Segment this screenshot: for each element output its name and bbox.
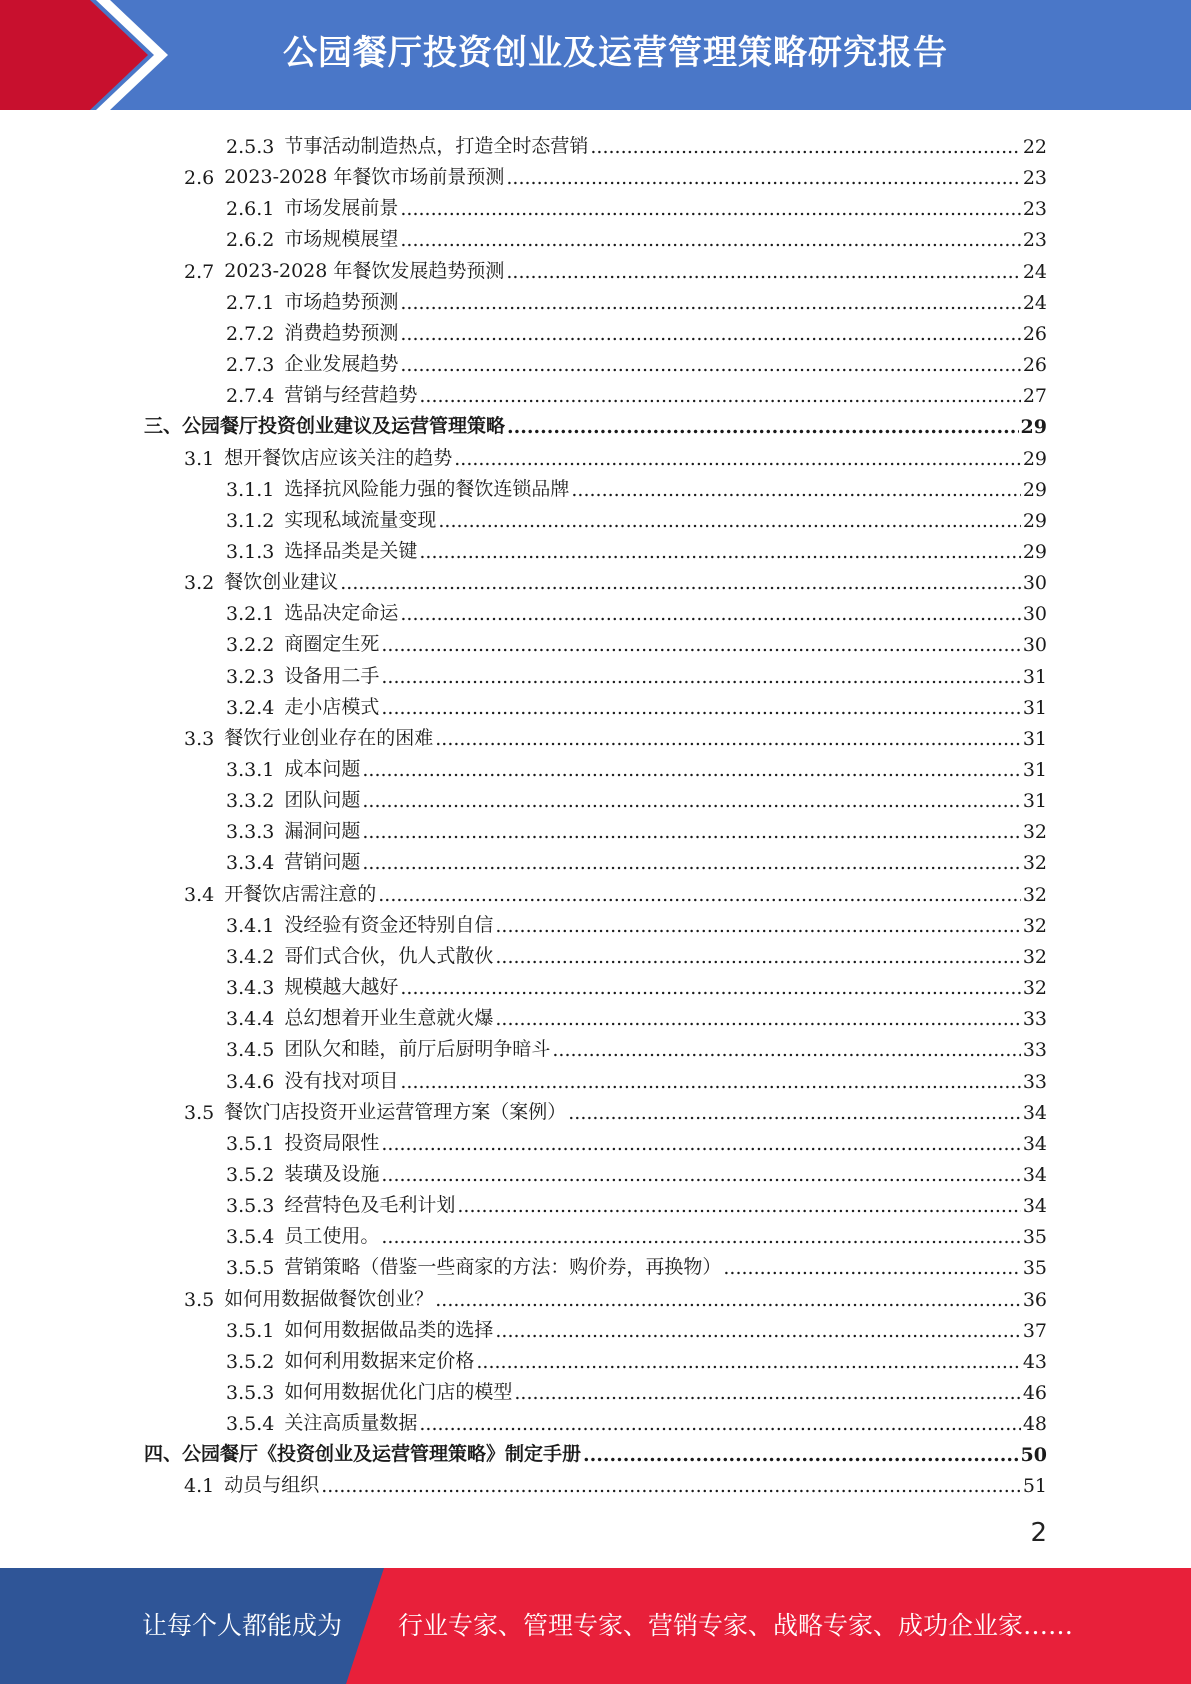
toc-entry-page: 36 — [1022, 1288, 1047, 1311]
toc-entry-title: 团队欠和睦，前厅后厨明争暗斗 — [284, 1038, 551, 1061]
toc-leader-dots — [590, 136, 1020, 158]
toc-entry-number: 3.1.2 — [226, 509, 275, 532]
toc-entry-title: 如何用数据做品类的选择 — [284, 1318, 494, 1341]
toc-entry-number: 4.1 — [184, 1475, 215, 1498]
toc-entry-page: 48 — [1022, 1413, 1047, 1436]
toc-leader-dots — [583, 1444, 1019, 1466]
footer-slogan-right: 行业专家、管理专家、营销专家、战略专家、成功企业家…… — [398, 1611, 1074, 1640]
toc-entry-number: 3.2.2 — [226, 634, 275, 657]
toc-leader-dots — [419, 1413, 1020, 1435]
toc-entry[interactable] — [184, 720, 1047, 750]
toc-entry-number: 四、 — [144, 1443, 183, 1466]
toc-entry[interactable] — [226, 221, 1047, 251]
toc-entry-title: 2023-2028 年餐饮发展趋势预测 — [224, 259, 505, 282]
toc-entry-number: 3.4.1 — [226, 914, 275, 937]
toc-entry-number: 三、 — [144, 415, 183, 438]
toc-entry-number: 3.1.3 — [226, 540, 275, 563]
toc-entry-number: 2.7.3 — [226, 354, 275, 377]
toc-entry[interactable] — [226, 190, 1047, 220]
toc-entry-number: 3.5 — [184, 1288, 215, 1311]
toc-entry[interactable] — [226, 813, 1047, 843]
toc-entry-number: 2.6 — [184, 167, 215, 190]
footer-slogan-left: 让每个人都能成为 — [142, 1611, 343, 1640]
toc-entry-title: 餐饮行业创业存在的困难 — [224, 726, 434, 749]
toc-entry-title: 哥们式合伙，仇人式散伙 — [284, 944, 494, 967]
toc-leader-dots — [552, 1039, 1020, 1061]
toc-leader-dots — [381, 634, 1020, 656]
toc-entry-title: 团队问题 — [284, 789, 361, 812]
toc-entry-page: 27 — [1022, 385, 1047, 408]
toc-entry-page: 24 — [1022, 291, 1047, 314]
toc-entry-title: 动员与组织 — [224, 1474, 320, 1497]
toc-entry-page: 30 — [1022, 572, 1047, 595]
toc-leader-dots — [400, 354, 1020, 376]
toc-entry[interactable] — [184, 1467, 1047, 1497]
toc-entry-title: 餐饮门店投资开业运营管理方案（案例） — [224, 1100, 567, 1123]
toc-entry[interactable] — [226, 626, 1047, 656]
toc-entry-page: 29 — [1022, 447, 1047, 470]
toc-entry[interactable] — [226, 689, 1047, 719]
toc-entry[interactable] — [226, 938, 1047, 968]
page-header — [0, 0, 1191, 110]
toc-entry-page: 33 — [1022, 1008, 1047, 1031]
toc-entry-title: 公园餐厅投资创业建议及运营管理策略 — [182, 415, 506, 438]
toc-entry-title: 没经验有资金还特别自信 — [284, 913, 494, 936]
toc-entry-number: 3.2.4 — [226, 696, 275, 719]
toc-entry-title: 规模越大越好 — [284, 976, 399, 999]
toc-entry-page: 26 — [1022, 322, 1047, 345]
toc-entry-number: 3.5.3 — [226, 1195, 275, 1218]
toc-entry-number: 3.4.5 — [226, 1039, 275, 1062]
toc-entry-page: 32 — [1022, 914, 1047, 937]
toc-entry-page: 29 — [1022, 540, 1047, 563]
toc-entry-title: 总幻想着开业生意就火爆 — [284, 1007, 494, 1030]
toc-leader-dots — [495, 915, 1020, 937]
toc-entry-page: 35 — [1022, 1257, 1047, 1280]
toc-entry[interactable] — [184, 1094, 1047, 1124]
toc-entry-page: 33 — [1022, 1070, 1047, 1093]
toc-entry-title: 市场规模展望 — [284, 228, 399, 251]
toc-leader-dots — [568, 1102, 1021, 1124]
toc-entry[interactable] — [226, 969, 1047, 999]
toc-entry[interactable] — [226, 377, 1047, 407]
toc-leader-dots — [506, 261, 1020, 283]
toc-entry-number: 3.3.3 — [226, 821, 275, 844]
toc-entry-number: 2.7.1 — [226, 291, 275, 314]
toc-leader-dots — [495, 946, 1020, 968]
toc-entry-title: 投资局限性 — [284, 1131, 380, 1154]
toc-entry[interactable] — [184, 1281, 1047, 1311]
toc-entry[interactable] — [184, 440, 1047, 470]
toc-entry-title: 想开餐饮店应该关注的趋势 — [224, 446, 453, 469]
page-footer — [0, 1568, 1191, 1684]
toc-entry-number: 3.5.1 — [226, 1132, 275, 1155]
toc-leader-dots — [400, 198, 1020, 220]
toc-entry-title: 2023-2028 年餐饮市场前景预测 — [224, 166, 505, 189]
toc-entry-title: 企业发展趋势 — [284, 353, 399, 376]
toc-entry-page: 50 — [1020, 1444, 1047, 1467]
toc-entry-number: 3.4 — [184, 883, 215, 906]
toc-leader-dots — [381, 1133, 1020, 1155]
toc-leader-dots — [362, 821, 1020, 843]
header-title: 公园餐厅投资创业及运营管理策略研究报告 — [283, 33, 948, 73]
toc-entry-number: 3.4.4 — [226, 1008, 275, 1031]
toc-leader-dots — [400, 229, 1020, 251]
toc-entry-page: 31 — [1022, 727, 1047, 750]
toc-entry-title: 营销问题 — [284, 851, 361, 874]
toc-entry-title: 营销策略（借鉴一些商家的方法：购价券，再换物） — [284, 1256, 722, 1279]
toc-entry-number: 3.4.3 — [226, 977, 275, 1000]
toc-entry-title: 商圈定生死 — [284, 633, 380, 656]
toc-entry-number: 3.2 — [184, 572, 215, 595]
toc-entry-title: 实现私域流量变现 — [284, 508, 437, 531]
toc-entry-number: 2.7.4 — [226, 385, 275, 408]
toc-entry-page: 43 — [1022, 1350, 1047, 1373]
toc-leader-dots — [378, 884, 1021, 906]
toc-entry[interactable] — [226, 502, 1047, 532]
toc-entry-page: 29 — [1022, 509, 1047, 532]
toc-entry-title: 市场趋势预测 — [284, 290, 399, 313]
toc-leader-dots — [723, 1257, 1020, 1279]
toc-entry[interactable] — [226, 1312, 1047, 1342]
toc-entry-number: 2.7.2 — [226, 322, 275, 345]
toc-entry[interactable] — [226, 471, 1047, 501]
toc-leader-dots — [400, 1071, 1020, 1093]
toc-entry-title: 选品决定命运 — [284, 602, 399, 625]
toc-leader-dots — [400, 292, 1020, 314]
toc-entry-title: 经营特色及毛利计划 — [284, 1194, 456, 1217]
toc-entry-page: 29 — [1020, 416, 1047, 439]
toc-entry-title: 如何用数据做餐饮创业？ — [224, 1287, 434, 1310]
toc-entry-page: 34 — [1022, 1195, 1047, 1218]
toc-entry-page: 34 — [1022, 1101, 1047, 1124]
toc-entry[interactable] — [226, 1249, 1047, 1279]
toc-entry[interactable] — [184, 159, 1047, 189]
toc-entry-title: 装璜及设施 — [284, 1162, 380, 1185]
toc-entry-title: 如何利用数据来定价格 — [284, 1349, 475, 1372]
toc-leader-dots — [507, 416, 1019, 438]
toc-entry-number: 3.3.2 — [226, 790, 275, 813]
toc-entry-title: 没有找对项目 — [284, 1069, 399, 1092]
toc-leader-dots — [438, 510, 1020, 532]
toc-leader-dots — [435, 1289, 1021, 1311]
toc-leader-dots — [400, 323, 1020, 345]
toc-entry[interactable] — [226, 1063, 1047, 1093]
toc-entry-title: 开餐饮店需注意的 — [224, 882, 377, 905]
toc-entry-page: 24 — [1022, 260, 1047, 283]
toc-entry[interactable] — [184, 253, 1047, 283]
toc-leader-dots — [400, 603, 1020, 625]
toc-entry[interactable] — [226, 595, 1047, 625]
toc-entry[interactable] — [226, 1343, 1047, 1373]
toc-entry[interactable] — [144, 1436, 1047, 1466]
toc-leader-dots — [476, 1351, 1020, 1373]
toc-leader-dots — [381, 697, 1020, 719]
toc-entry-number: 3.5.2 — [226, 1163, 275, 1186]
toc-entry-title: 节事活动制造热点，打造全时态营销 — [284, 135, 589, 157]
toc-entry-page: 34 — [1022, 1132, 1047, 1155]
toc-entry-page: 23 — [1022, 229, 1047, 252]
toc-entry-number: 3.5.4 — [226, 1413, 275, 1436]
toc-leader-dots — [506, 167, 1020, 189]
toc-leader-dots — [457, 1195, 1020, 1217]
toc-leader-dots — [419, 541, 1020, 563]
toc-entry-page: 31 — [1022, 696, 1047, 719]
toc-leader-dots — [419, 385, 1020, 407]
toc-entry-title: 选择品类是关键 — [284, 539, 418, 562]
toc-leader-dots — [362, 852, 1020, 874]
toc-entry-page: 32 — [1022, 852, 1047, 875]
toc-entry-page: 26 — [1022, 354, 1047, 377]
toc-entry-number: 3.4.2 — [226, 945, 275, 968]
toc-leader-dots — [362, 790, 1020, 812]
toc-entry-number: 3.2.1 — [226, 603, 275, 626]
toc-entry-page: 37 — [1022, 1319, 1047, 1342]
toc-entry[interactable] — [226, 751, 1047, 781]
toc-entry[interactable] — [226, 844, 1047, 874]
toc-entry[interactable] — [226, 1218, 1047, 1248]
toc-entry-number: 3.2.3 — [226, 665, 275, 688]
toc-entry[interactable] — [226, 907, 1047, 937]
toc-entry-title: 成本问题 — [284, 758, 361, 780]
toc-entry-number: 3.1 — [184, 447, 215, 470]
toc-entry-page: 35 — [1022, 1226, 1047, 1249]
toc-entry-page: 22 — [1022, 136, 1047, 158]
toc-entry-number: 3.3 — [184, 727, 215, 750]
toc-entry[interactable] — [226, 1405, 1047, 1435]
page-number: 2 — [1030, 1518, 1047, 1548]
toc-leader-dots — [381, 666, 1020, 688]
toc-entry-page: 46 — [1022, 1382, 1047, 1404]
toc-entry[interactable] — [226, 1031, 1047, 1061]
toc-entry-page: 51 — [1022, 1475, 1047, 1498]
toc-entry-number: 3.5.1 — [226, 1319, 275, 1342]
toc-leader-dots — [340, 572, 1021, 594]
toc-entry-title: 公园餐厅《投资创业及运营管理策略》制定手册 — [182, 1443, 582, 1466]
toc-entry-page: 32 — [1022, 883, 1047, 906]
toc-entry-title: 设备用二手 — [284, 664, 380, 687]
toc-entry-number: 2.6.2 — [226, 229, 275, 252]
toc-entry-page: 23 — [1022, 198, 1047, 221]
toc-entry-page: 30 — [1022, 634, 1047, 657]
toc-entry-page: 31 — [1022, 759, 1047, 781]
toc-entry-number: 3.3.1 — [226, 759, 275, 781]
toc-entry-title: 漏洞问题 — [284, 820, 361, 843]
toc-entry-number: 3.5.5 — [226, 1257, 275, 1280]
toc-entry-number: 2.5.3 — [226, 136, 275, 158]
toc-entry-page: 34 — [1022, 1163, 1047, 1186]
toc-entry-title: 营销与经营趋势 — [284, 384, 418, 407]
toc-leader-dots — [362, 759, 1020, 781]
toc-entry-page: 31 — [1022, 790, 1047, 813]
toc-leader-dots — [571, 479, 1020, 501]
toc-entry-number: 3.4.6 — [226, 1070, 275, 1093]
toc-entry-page: 33 — [1022, 1039, 1047, 1062]
toc-entry-page: 32 — [1022, 945, 1047, 968]
toc-leader-dots — [495, 1008, 1020, 1030]
toc-entry-page: 32 — [1022, 977, 1047, 1000]
toc-leader-dots — [514, 1382, 1020, 1404]
toc-entry-page: 30 — [1022, 603, 1047, 626]
toc-leader-dots — [321, 1475, 1021, 1497]
toc-leader-dots — [435, 728, 1021, 750]
toc-entry-page: 32 — [1022, 821, 1047, 844]
toc-entry-title: 消费趋势预测 — [284, 321, 399, 344]
toc-entry[interactable] — [184, 564, 1047, 594]
toc-entry[interactable] — [226, 782, 1047, 812]
toc-leader-dots — [454, 448, 1021, 470]
toc-entry-title: 关注高质量数据 — [284, 1412, 418, 1435]
toc-leader-dots — [381, 1226, 1020, 1248]
toc-entry-number: 2.7 — [184, 260, 215, 283]
toc-entry-page: 31 — [1022, 665, 1047, 688]
toc-entry[interactable] — [226, 1374, 1047, 1404]
toc-entry-title: 餐饮创业建议 — [224, 571, 339, 594]
toc-entry-number: 3.1.1 — [226, 478, 275, 501]
toc-entry[interactable] — [184, 876, 1047, 906]
toc-entry[interactable] — [226, 284, 1047, 314]
toc-entry-number: 3.5.2 — [226, 1350, 275, 1373]
toc-entry-page: 23 — [1022, 167, 1047, 190]
toc-entry-page: 29 — [1022, 478, 1047, 501]
toc-leader-dots — [495, 1320, 1020, 1342]
toc-entry-title: 选择抗风险能力强的餐饮连锁品牌 — [284, 477, 570, 500]
toc-entry-number: 3.5.3 — [226, 1382, 275, 1404]
toc-leader-dots — [400, 977, 1020, 999]
toc-entry[interactable] — [226, 1187, 1047, 1217]
toc-entry[interactable] — [144, 408, 1047, 438]
toc-entry-title: 市场发展前景 — [284, 197, 399, 220]
toc-leader-dots — [381, 1164, 1020, 1186]
toc-entry-number: 3.3.4 — [226, 852, 275, 875]
toc-entry[interactable] — [226, 315, 1047, 345]
toc-entry[interactable] — [226, 533, 1047, 563]
toc-entry-title: 走小店模式 — [284, 695, 380, 718]
toc-entry-number: 2.6.1 — [226, 198, 275, 221]
toc-entry[interactable] — [226, 1156, 1047, 1186]
toc-entry[interactable] — [226, 1125, 1047, 1155]
toc-entry[interactable] — [226, 658, 1047, 688]
toc-entry[interactable] — [226, 346, 1047, 376]
toc-entry[interactable] — [226, 1000, 1047, 1030]
toc-entry-number: 3.5.4 — [226, 1226, 275, 1249]
toc-entry-title: 如何用数据优化门店的模型 — [284, 1381, 513, 1403]
toc-entry-number: 3.5 — [184, 1101, 215, 1124]
toc-entry-title: 员工使用。 — [284, 1225, 380, 1248]
toc-entry[interactable] — [226, 128, 1047, 158]
